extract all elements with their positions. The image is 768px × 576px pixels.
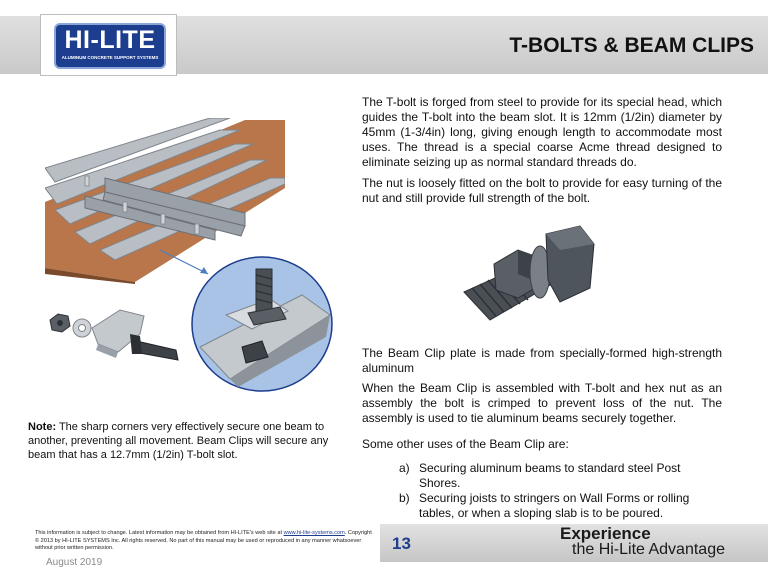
beam-clip-assembly: When the Beam Clip is assembled with T-bolt and hex nut as an assembly the bolt is crimped to prevent loss of the nut. The assembly is used to tie aluminum beams securely together. [362, 381, 722, 425]
website-link[interactable]: www.hi-lite-systems.com [283, 530, 345, 536]
list-item [399, 461, 725, 491]
t-bolt-description: The T-bolt is forged from steel to provide for its special head, which guides the T-bolt into the beam slot. It is 12mm (1/2in) diameter by 45mm (1-3/4in) long, giving enough length to accommodate most uses. The thread is a special coarse Acme thread designed to eliminate seizing up as normal standard threads do. [362, 95, 722, 169]
nut-description: The nut is loosely fitted on the bolt to provide for easy turning of the nut and still provide full strength of the bolt. [362, 176, 722, 205]
logo-badge [54, 23, 166, 69]
beam-clip-parts [48, 298, 188, 370]
logo-tagline: ALUMINUM CONCRETE SUPPORT SYSTEMS [61, 55, 159, 60]
page-number: 13 [392, 534, 411, 553]
list-marker: b) [399, 491, 410, 505]
note-label: Note: [28, 421, 57, 433]
note-text: The sharp corners very effectively secure one beam to another, preventing all movement. Beam Clips will secure any beam that has a 12.7mm (1/2in) T-bolt slot. [28, 421, 329, 461]
other-uses-intro: Some other uses of the Beam Clip are: [362, 437, 569, 451]
note [28, 420, 340, 462]
other-uses-list [399, 461, 725, 521]
disclaimer-text: This information is subject to change. Latest information may be obtained from HI-LITE's web site at [35, 530, 284, 536]
disclaimer [35, 530, 375, 553]
hi-lite-logo [40, 14, 177, 76]
slogan-line-1: Experience [560, 524, 651, 543]
beam-clip-material: The Beam Clip plate is made from specially-formed high-strength aluminum [362, 346, 722, 375]
list-item-text: Securing aluminum beams to standard steel Post Shores. [419, 461, 681, 490]
beam-clip-detail-circle [190, 255, 334, 393]
t-bolt-illustration [456, 224, 596, 330]
list-marker: a) [399, 461, 410, 475]
list-item-text: Securing joists to stringers on Wall Forms or rolling tables, or when a sloping slab is to be poured. [419, 491, 690, 520]
list-item [399, 491, 725, 521]
page-title: T-BOLTS & BEAM CLIPS [509, 34, 754, 57]
copyright-text: . Copyright © 2013 by HI-LITE SYSTEMS Inc. All rights reserved. No part of this manual may be used or reproduced in any manner whatsoever without prior written permission. [35, 530, 372, 551]
slogan-line-2: the Hi-Lite Advantage [572, 541, 725, 558]
document-date: August 2019 [46, 557, 103, 568]
logo-text: HI-LITE [64, 26, 156, 54]
